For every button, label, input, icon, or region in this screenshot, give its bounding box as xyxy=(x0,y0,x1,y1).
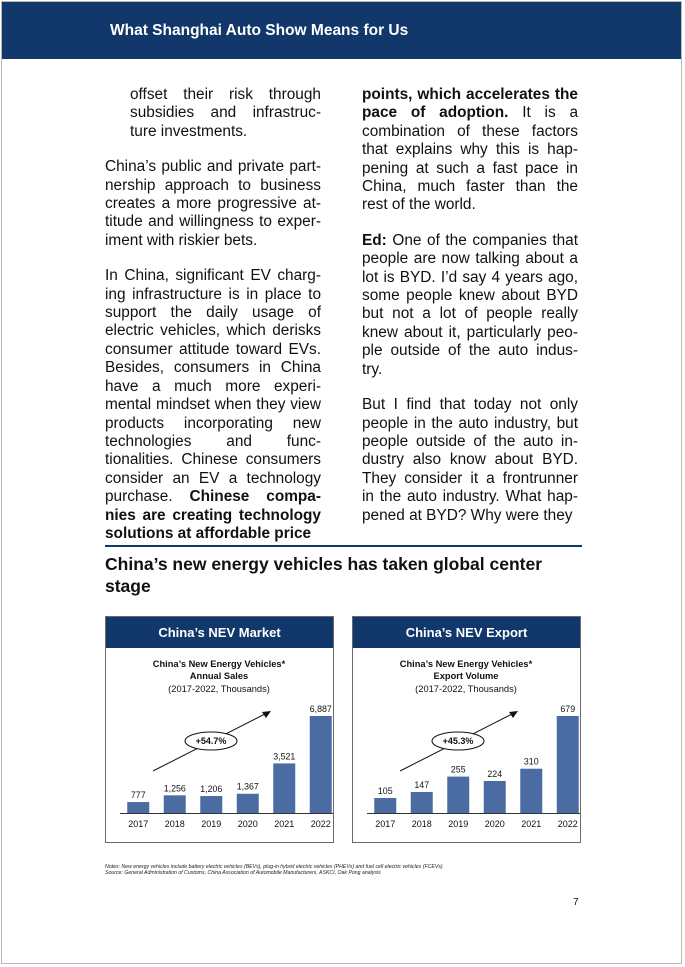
paragraph-2: China’s public and private part-nership approach to business creates a more progressive at-titude and willingness to exper-iment with riskier bets. xyxy=(105,158,321,249)
bar-2018 xyxy=(411,792,433,813)
chart-subtitle: (2017-2022, Thousands) xyxy=(168,684,270,694)
column-left xyxy=(105,86,321,560)
paragraph-4-text: It is a combination of these factors that explains why this is hap-pening at such a fast pace in China, much faster than the rest of the world. xyxy=(362,104,579,214)
section-title: China’s new energy vehicles has taken global center stage xyxy=(105,554,543,596)
paragraph-3 xyxy=(105,267,321,543)
nev-export-chart xyxy=(353,648,580,842)
x-tick-2019: 2019 xyxy=(201,819,222,829)
footnote-notes: Notes: New energy vehicles include battery electric vehicles (BEVs), plug-in hybrid electric vehicles (PHEVs) and fuel cell electric vehicles (FCEVs) xyxy=(105,864,443,870)
paragraph-4-bold: points, which accelerates the pace of adoption. xyxy=(362,86,578,122)
bar-label-2017: 777 xyxy=(130,790,146,801)
bar-label-2019: 255 xyxy=(450,764,466,775)
bar-label-2018: 147 xyxy=(414,780,430,790)
x-tick-2020: 2020 xyxy=(484,819,505,829)
nev-export-panel xyxy=(352,616,581,843)
x-tick-2022: 2022 xyxy=(557,819,578,829)
x-tick-2019: 2019 xyxy=(448,819,469,829)
header-title: What Shanghai Auto Show Means for Us xyxy=(110,22,409,39)
footnote-source: Source: General Administration of Customs, China Association of Automobile Manufacturers, ASKCI, Oak Pong analysis xyxy=(105,870,381,876)
paragraph-5 xyxy=(362,232,578,379)
paragraph-3-text: In China, significant EV charg-ing infrastructure is in place to support the daily usage of electric vehicles, which derisks consumer attitude toward EVs. Besides, consumers in China have a much more experi-mental mindset when they view products incorporating new technologies and func-tionalities. Chinese consumers consider an EV a technology purchase. xyxy=(105,267,321,506)
bar-label-2019: 1,206 xyxy=(200,784,223,795)
bar-label-2017: 105 xyxy=(377,786,393,796)
chart-title-line1: China’s New Energy Vehicles* xyxy=(152,659,286,669)
x-tick-2018: 2018 xyxy=(164,819,185,829)
x-tick-2017: 2017 xyxy=(128,819,149,829)
page-number: 7 xyxy=(573,897,579,908)
bar-label-2018: 1,256 xyxy=(163,783,186,794)
bar-label-2021: 310 xyxy=(523,756,539,767)
bar-2019 xyxy=(447,777,469,813)
bar-label-2020: 224 xyxy=(487,769,503,779)
section-divider xyxy=(105,545,582,547)
paragraph-1: offset their risk through subsidies and infrastruc-ture investments. xyxy=(130,86,321,140)
bar-label-2020: 1,367 xyxy=(236,781,259,792)
chart-subtitle: (2017-2022, Thousands) xyxy=(415,684,517,694)
paragraph-3-bold: Chinese compa-nies are creating technology solutions at affordable price xyxy=(105,488,321,542)
x-tick-2018: 2018 xyxy=(411,819,432,829)
column-right xyxy=(362,86,578,542)
growth-label: +54.7% xyxy=(195,736,227,747)
chart-title-line2: Annual Sales xyxy=(189,671,249,681)
x-tick-2022: 2022 xyxy=(310,819,331,829)
header-bar xyxy=(2,2,681,59)
bar-2017 xyxy=(127,802,149,813)
bar-2018 xyxy=(164,795,186,813)
x-tick-2021: 2021 xyxy=(274,819,295,829)
bar-2021 xyxy=(273,763,295,813)
bar-2019 xyxy=(200,796,222,813)
nev-market-chart xyxy=(106,648,333,842)
x-tick-2020: 2020 xyxy=(237,819,258,829)
bar-label-2022: 6,887 xyxy=(309,704,332,714)
chart-title-line1: China’s New Energy Vehicles* xyxy=(399,659,533,669)
bar-2020 xyxy=(237,794,259,813)
paragraph-5-text: One of the companies that people are now talking about a lot is BYD. I’d say 4 years ago, some people knew about BYD but not a lot of people really knew about it, particularly peo-ple outside of the auto indus-try. xyxy=(362,231,578,378)
nev-export-panel-title: China’s NEV Export xyxy=(353,617,580,648)
bar-2020 xyxy=(484,781,506,813)
growth-label: +45.3% xyxy=(442,736,474,747)
paragraph-4 xyxy=(362,86,578,215)
bar-2022 xyxy=(310,716,332,813)
bar-2022 xyxy=(557,716,579,813)
x-tick-2021: 2021 xyxy=(521,819,542,829)
nev-market-panel-title: China’s NEV Market xyxy=(106,617,333,648)
bar-2021 xyxy=(520,769,542,813)
footnotes xyxy=(105,864,585,876)
x-tick-2017: 2017 xyxy=(375,819,396,829)
nev-market-panel xyxy=(105,616,334,843)
paragraph-6: But I find that today not only people in the auto industry, but people outside of the auto in-dustry also know about BYD. They consider it a frontrunner in the auto industry. What hap-pened at BYD? Why were they xyxy=(362,396,578,524)
bar-label-2021: 3,521 xyxy=(273,751,296,762)
bar-2017 xyxy=(374,798,396,813)
chart-title-line2: Export Volume xyxy=(433,671,499,681)
bar-label-2022: 679 xyxy=(560,704,576,714)
speaker-label: Ed: xyxy=(362,231,387,249)
